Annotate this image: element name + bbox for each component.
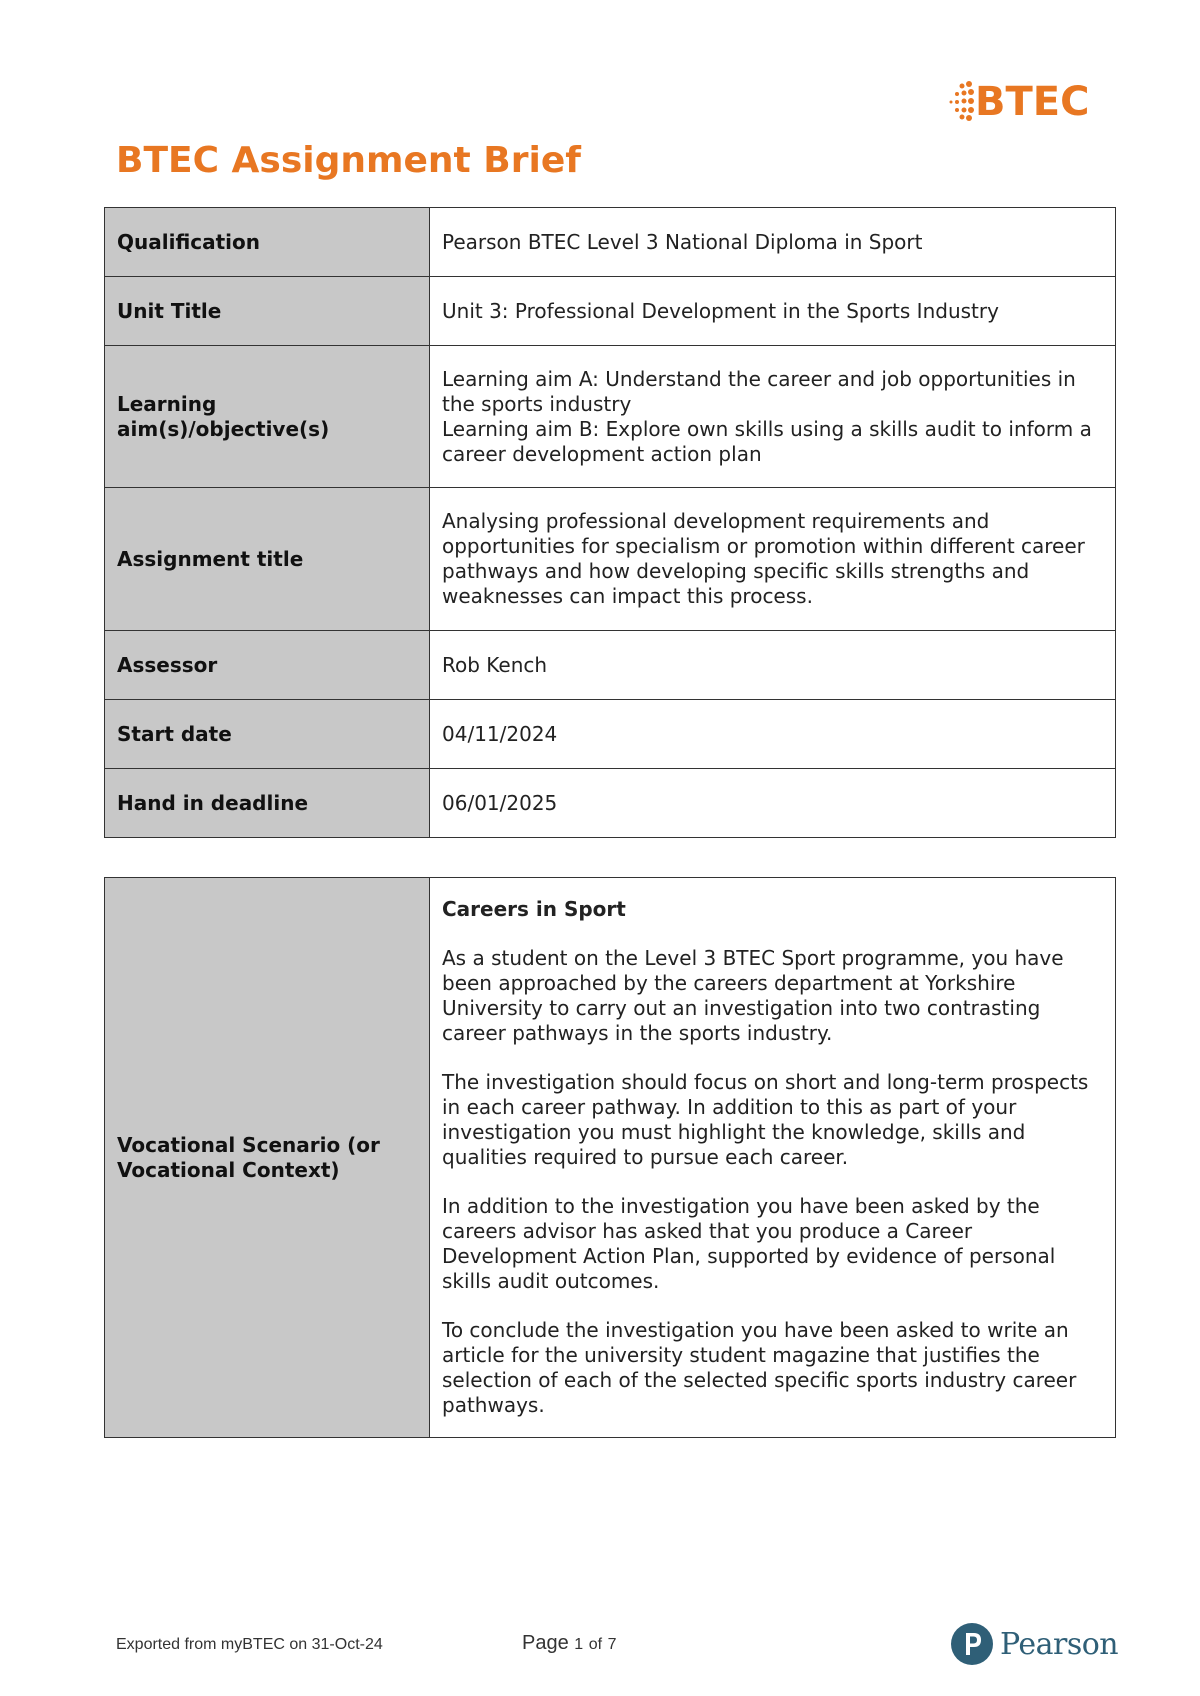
scenario-table bbox=[104, 877, 1116, 1438]
assessor-value bbox=[430, 631, 1116, 700]
table-row bbox=[105, 346, 1116, 488]
table-row bbox=[105, 769, 1116, 838]
qualification-label: Qualification bbox=[105, 208, 430, 277]
deadline-value bbox=[430, 769, 1116, 838]
learning-aims-label: Learning aim(s)/objective(s) bbox=[105, 346, 430, 488]
pearson-logo bbox=[950, 1616, 1118, 1672]
scenario-paragraph: As a student on the Level 3 BTEC Sport programme, you have been approached by the careers department at Yorkshire University to carry out an investigation into two contrasting career pathways in the sports industry. bbox=[442, 946, 1064, 1045]
unit-title-text: Unit 3: Professional Development in the Sports Industry bbox=[442, 298, 999, 323]
assessor-label: Assessor bbox=[105, 631, 430, 700]
learning-aims-value bbox=[430, 346, 1116, 488]
page-of: of bbox=[588, 1636, 603, 1653]
qualification-value bbox=[430, 208, 1116, 277]
table-row bbox=[105, 208, 1116, 277]
table-row bbox=[105, 631, 1116, 700]
unit-title-value bbox=[430, 277, 1116, 346]
start-date-text: 04/11/2024 bbox=[442, 721, 558, 746]
scenario-value bbox=[430, 878, 1116, 1438]
scenario-paragraph: To conclude the investigation you have been asked to write an article for the university student magazine that justifies the selection of each of the selected specific sports industry career pathways. bbox=[442, 1318, 1077, 1417]
details-table bbox=[104, 207, 1116, 838]
btec-logo-text: BTEC bbox=[975, 79, 1090, 125]
assignment-title-value bbox=[430, 488, 1116, 631]
scenario-paragraph: In addition to the investigation you have been asked by the careers advisor has asked that you produce a Career Development Action Plan, supported by evidence of personal skills audit outcomes. bbox=[442, 1194, 1056, 1293]
scenario-paragraph: The investigation should focus on short and long-term prospects in each career pathway. In addition to this as part of your investigation you must highlight the knowledge, skills and qualities required to pursue each career. bbox=[442, 1070, 1089, 1169]
start-date-value bbox=[430, 700, 1116, 769]
page-number bbox=[522, 1632, 617, 1655]
deadline-text: 06/01/2025 bbox=[442, 790, 558, 815]
table-row bbox=[105, 277, 1116, 346]
assignment-title-label: Assignment title bbox=[105, 488, 430, 631]
table-row bbox=[105, 878, 1116, 1438]
page-current: 1 bbox=[574, 1636, 584, 1653]
assessor-text: Rob Kench bbox=[442, 652, 548, 677]
qualification-text: Pearson BTEC Level 3 National Diploma in Sport bbox=[442, 229, 923, 254]
unit-title-label: Unit Title bbox=[105, 277, 430, 346]
page-title: BTEC Assignment Brief bbox=[116, 140, 581, 181]
deadline-label: Hand in deadline bbox=[105, 769, 430, 838]
export-note: Exported from myBTEC on 31-Oct-24 bbox=[116, 1636, 383, 1653]
page-word: Page bbox=[522, 1632, 569, 1654]
start-date-label: Start date bbox=[105, 700, 430, 769]
scenario-label: Vocational Scenario (or Vocational Context) bbox=[105, 878, 430, 1438]
pearson-p-icon bbox=[950, 1622, 994, 1666]
scenario-heading: Careers in Sport bbox=[442, 897, 626, 921]
table-row bbox=[105, 488, 1116, 631]
learning-aim-a: Learning aim A: Understand the career and job opportunities in the sports industry bbox=[442, 366, 1076, 416]
pearson-logo-text: Pearson bbox=[1000, 1626, 1119, 1662]
table-row bbox=[105, 700, 1116, 769]
btec-dots-icon bbox=[945, 80, 975, 124]
assignment-title-text: Analysing professional development requirements and opportunities for specialism or promotion within different career pathways and how developing specific skills strengths and weaknesses can impact this process. bbox=[442, 509, 1085, 608]
btec-logo bbox=[945, 78, 1095, 126]
page-total: 7 bbox=[607, 1636, 617, 1653]
learning-aim-b: Learning aim B: Explore own skills using a skills audit to inform a career development action plan bbox=[442, 416, 1092, 466]
